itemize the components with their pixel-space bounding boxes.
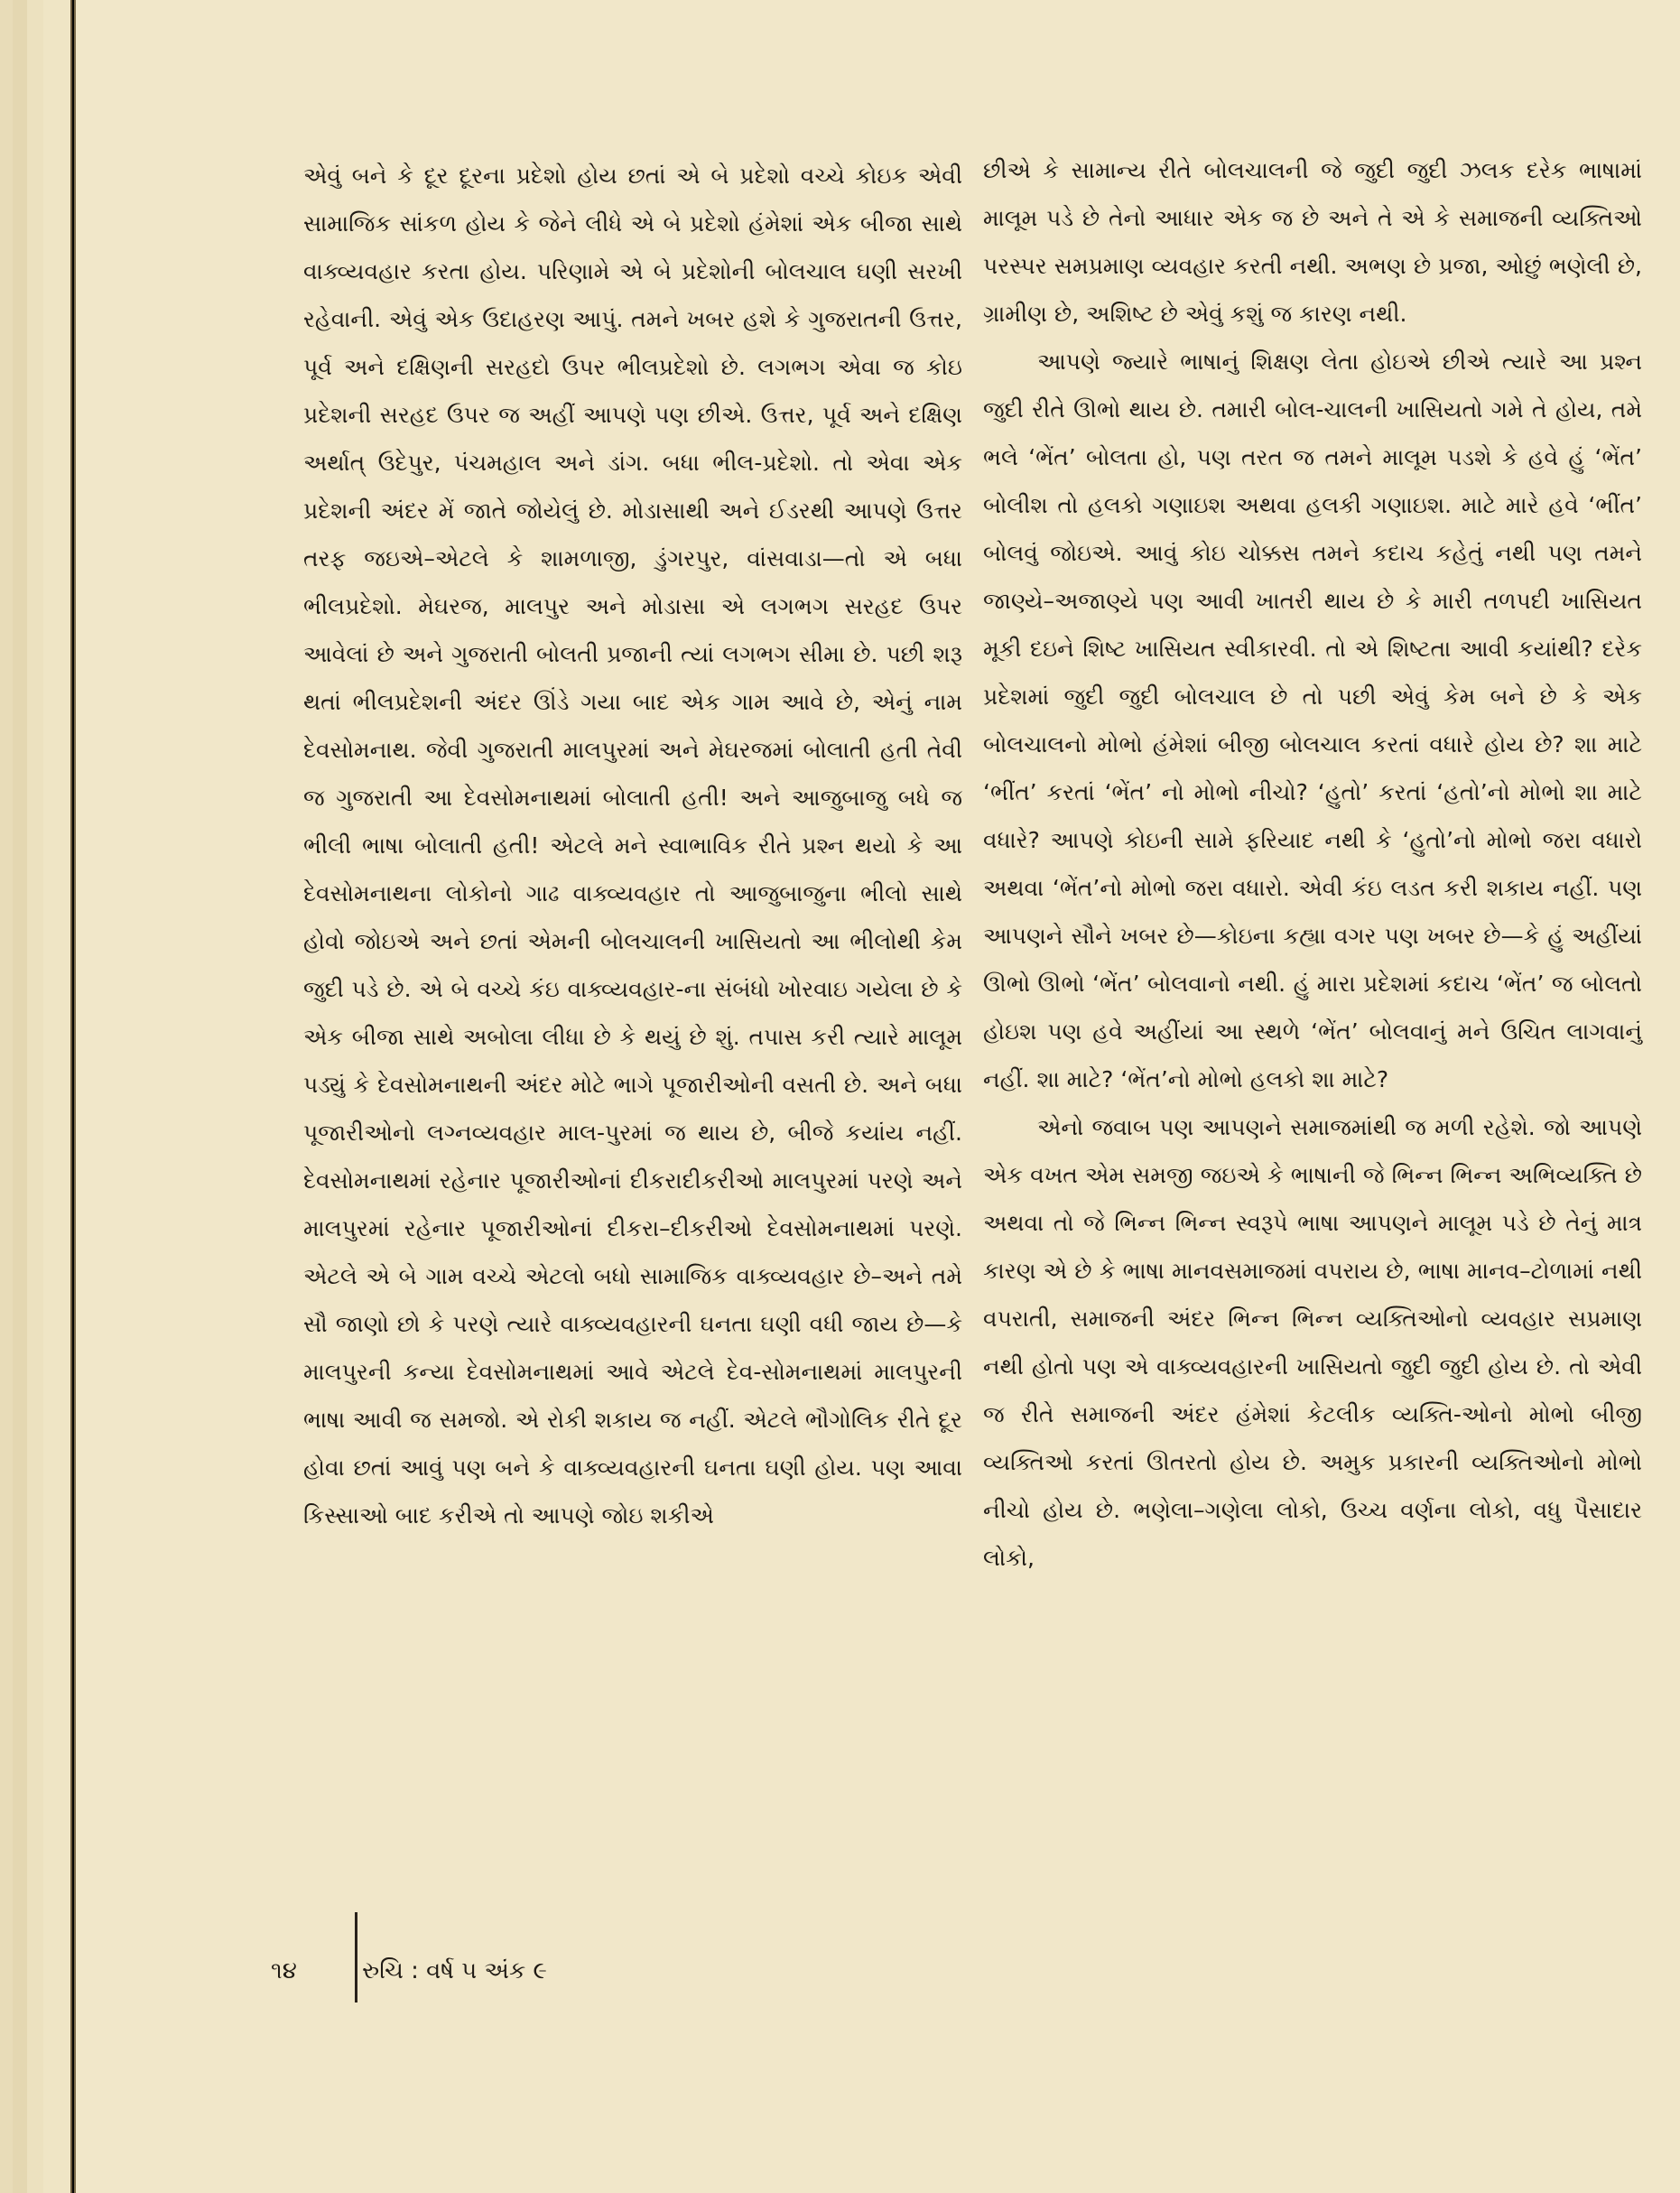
left-text-column	[303, 152, 962, 1539]
body-paragraph: આપણે જ્યારે ભાષાનું શિક્ષણ લેતા હોઇએ છીએ ત્યારે આ પ્રશ્ન જુદી રીતે ઊભો થાય છે. તમારી બોલ-ચાલની ખાસિયતો ગમે તે હોય, તમે ભલે ‘ભેંત’ બોલતા હો, પણ તરત જ તમને માલૂમ પડશે કે હવે હું ‘ભેંત’ બોલીશ તો હલકો ગણાઇશ અથવા હલકી ગણાઇશ. માટે મારે હવે ‘ભીંત’ બોલવું જોઇએ. આવું કોઇ ચોક્કસ તમને કદાચ કહેતું નથી પણ તમને જાણ્યે–અજાણ્યે પણ આવી ખાતરી થાય છે કે મારી તળપદી ખાસિયત મૂકી દઇને શિષ્ટ ખાસિયત સ્વીકારવી. તો એ શિષ્ટતા આવી કયાંથી? દરેક પ્રદેશમાં જુદી જુદી બોલચાલ છે તો પછી એવું કેમ બને છે કે એક બોલચાલનો મોભો હંમેશાં બીજી બોલચાલ કરતાં વધારે હોય છે? શા માટે ‘ભીંત’ કરતાં ‘ભેંત’ નો મોભો નીચો? ‘હુતો’ કરતાં ‘હતો’નો મોભો શા માટે વધારે? આપણે કોઇની સામે ફરિયાદ નથી કે ‘હુતો’નો મોભો જરા વધારો અથવા ‘ભેંત’નો મોભો જરા વધારો. એવી કંઇ લડત કરી શકાય નહીં. પણ આપણને સૌને ખબર છે—કોઇના કહ્યા વગર પણ ખબર છે—કે હું અહીંયાં ઊભો ઊભો ‘ભેંત’ બોલવાનો નથી. હું મારા પ્રદેશમાં કદાચ ‘ભેંત’ જ બોલતો હોઇશ પણ હવે અહીંયાં આ સ્થળે ‘ભેંત’ બોલવાનું મને ઉચિત લાગવાનું નહીં. શા માટે? ‘ભેંત’નો મોભો હલકો શા માટે?	[983, 348, 1642, 1092]
body-paragraph: એવું બને કે દૂર દૂરના પ્રદેશો હોય છતાં એ બે પ્રદેશો વચ્ચે કોઇક એવી સામાજિક સાંકળ હોય કે જેને લીધે એ બે પ્રદેશો હંમેશાં એક બીજા સાથે વાક્વ્યવહાર કરતા હોય. પરિણામે એ બે પ્રદેશોની બોલચાલ ઘણી સરખી રહેવાની. એવું એક ઉદાહરણ આપું. તમને ખબર હશે કે ગુજરાતની ઉત્તર, પૂર્વ અને દક્ષિણની સરહદો ઉપર ભીલપ્રદેશો છે. લગભગ એવા જ કોઇ પ્રદેશની સરહદ ઉપર જ અહીં આપણે પણ છીએ. ઉત્તર, પૂર્વ અને દક્ષિણ અર્થાત્ ઉદેપુર, પંચમહાલ અને ડાંગ. બધા ભીલ-પ્રદેશો. તો એવા એક પ્રદેશની અંદર મેં જાતે જોયેલું છે. મોડાસાથી અને ઈડરથી આપણે ઉત્તર તરફ જઇએ–એટલે કે શામળાજી, ડુંગરપુર, વાંસવાડા—તો એ બધા ભીલપ્રદેશો. મેઘરજ, માલપુર અને મોડાસા એ લગભગ સરહદ ઉપર આવેલાં છે અને ગુજરાતી બોલતી પ્રજાની ત્યાં લગભગ સીમા છે. પછી શરૂ થતાં ભીલપ્રદેશની અંદર ઊંડે ગયા બાદ એક ગામ આવે છે, એનું નામ દેવસોમનાથ. જેવી ગુજરાતી માલપુરમાં અને મેઘરજમાં બોલાતી હતી તેવી જ ગુજરાતી આ દેવસોમનાથમાં બોલાતી હતી! અને આજુબાજુ બધે જ ભીલી ભાષા બોલાતી હતી! એટલે મને સ્વાભાવિક રીતે પ્રશ્ન થયો કે આ દેવસોમનાથના લોકોનો ગાઢ વાક્વ્યવહાર તો આજુબાજુના ભીલો સાથે હોવો જોઇએ અને છતાં એમની બોલચાલની ખાસિયતો આ ભીલોથી કેમ જુદી પડે છે. એ બે વચ્ચે કંઇ વાક્વ્યવહાર-ના સંબંધો ખોરવાઇ ગયેલા છે કે એક બીજા સાથે અબોલા લીધા છે કે થયું છે શું. તપાસ કરી ત્યારે માલૂમ પડ્યું કે દેવસોમનાથની અંદર મોટે ભાગે પૂજારીઓની વસતી છે. અને બધા પૂજારીઓનો લગ્નવ્યવહાર માલ-પુરમાં જ થાય છે, બીજે કયાંય નહીં. દેવસોમનાથમાં રહેનાર પૂજારીઓનાં દીકરાદીકરીઓ માલપુરમાં પરણે અને માલપુરમાં રહેનાર પૂજારીઓનાં દીકરા–દીકરીઓ દેવસોમનાથમાં પરણે. એટલે એ બે ગામ વચ્ચે એટલો બધો સામાજિક વાક્વ્યવહાર છે–અને તમે સૌ જાણો છો કે પરણે ત્યારે વાક્વ્યવહારની ઘનતા ઘણી વધી જાય છે—કે માલપુરની કન્યા દેવસોમનાથમાં આવે એટલે દેવ-સોમનાથમાં માલપુરની ભાષા આવી જ સમજો. એ રોકી શકાય જ નહીં. એટલે ભૌગોલિક રીતે દૂર હોવા છતાં આવું પણ બને કે વાક્વ્યવહારની ઘનતા ઘણી હોય. પણ આવા કિસ્સાઓ બાદ કરીએ તો આપણે જોઇ શકીએ	[303, 163, 962, 1529]
page-stack-edge	[43, 0, 72, 2193]
page-number: ૧૪	[271, 1957, 297, 1984]
body-paragraph: એનો જવાબ પણ આપણને સમાજમાંથી જ મળી રહેશે. જો આપણે એક વખત એમ સમજી જઇએ કે ભાષાની જે ભિન્ન ભિન્ન અભિવ્યક્તિ છે અથવા તો જે ભિન્ન ભિન્ન સ્વરૂપે ભાષા આપણને માલૂમ પડે છે તેનું માત્ર કારણ એ છે કે ભાષા માનવસમાજમાં વપરાય છે, ભાષા માનવ–ટોળામાં નથી વપરાતી, સમાજની અંદર ભિન્ન ભિન્ન વ્યક્તિઓનો વ્યવહાર સપ્રમાણ નથી હોતો પણ એ વાક્વ્યવહારની ખાસિયતો જુદી જુદી હોય છે. તો એવી જ રીતે સમાજની અંદર હંમેશાં કેટલીક વ્યક્તિ-ઓનો મોભો બીજી વ્યક્તિઓ કરતાં ઊતરતો હોય છે. અમુક પ્રકારની વ્યક્તિઓનો મોભો નીચો હોય છે. ભણેલા–ગણેલા લોકો, ઉચ્ચ વર્ણના લોકો, વધુ પૈસાદાર લોકો,	[983, 1114, 1642, 1571]
right-text-column	[983, 146, 1642, 1582]
page-footer	[271, 1957, 547, 1985]
body-paragraph: છીએ કે સામાન્ય રીતે બોલચાલની જે જુદી જુદી ઝલક દરેક ભાષામાં માલૂમ પડે છે તેનો આધાર એક જ છે અને તે એ કે સમાજની વ્યક્તિઓ પરસ્પર સમપ્રમાણ વ્યવહાર કરતી નથી. અભણ છે પ્રજા, ઓછું ભણેલી છે, ગ્રામીણ છે, અશિષ્ટ છે એવું કશું જ કારણ નથી.	[983, 157, 1642, 327]
journal-reference: રુચિ : વર્ષ ૫ અંક ૯	[362, 1957, 547, 1984]
